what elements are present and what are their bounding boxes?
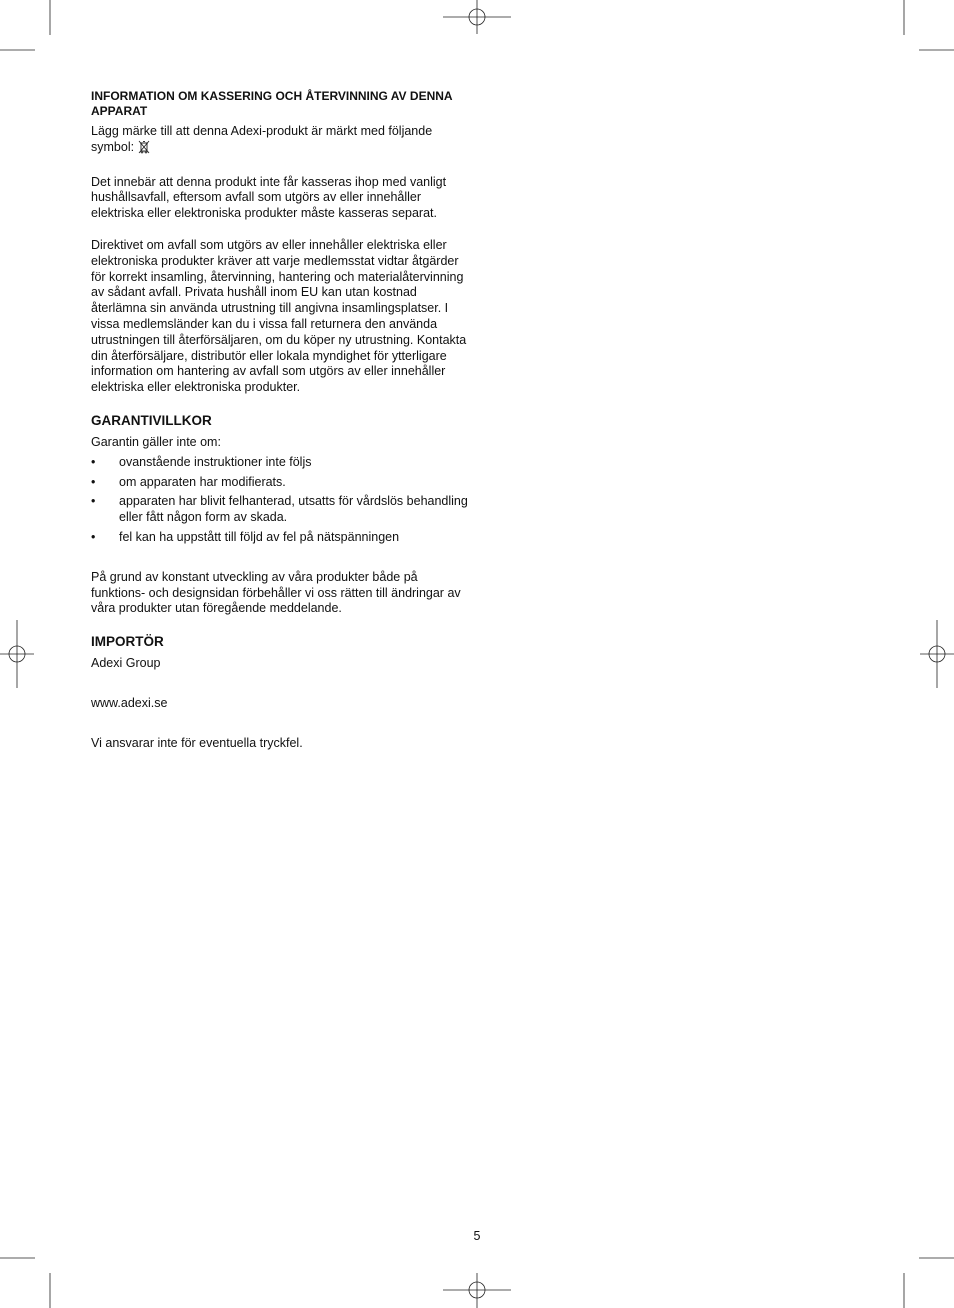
importer-website: www.adexi.se — [91, 695, 168, 710]
warranty-intro: Garantin gäller inte om: — [91, 434, 221, 449]
disposal-intro — [91, 124, 471, 159]
bullet: • — [91, 454, 96, 469]
bullet: • — [91, 474, 96, 489]
list-item-text: apparaten har blivit felhanterad, utsatts för vårdslös behandling eller fått någon form av skada. — [119, 494, 468, 525]
importer-name: Adexi Group — [91, 656, 161, 671]
list-item-text: fel kan ha uppstått till följd av fel på nätspänningen — [119, 529, 400, 544]
warranty-section — [91, 412, 471, 617]
disposal-heading: INFORMATION OM KASSERING OCH ÅTERVINNING AV DENNA APPARAT — [91, 89, 453, 118]
main-column — [91, 89, 471, 752]
bullet: • — [91, 529, 96, 544]
crossed-out-wheelie-bin-icon — [138, 140, 150, 159]
print-disclaimer: Vi ansvarar inte för eventuella tryckfel. — [91, 735, 303, 750]
list-item — [91, 455, 471, 471]
list-item-text: om apparaten har modifierats. — [119, 474, 286, 489]
warranty-note: På grund av konstant utveckling av våra produkter både på funktions- och designsidan förbehåller vi oss rätten till ändringar av våra produkter utan föregående meddelande. — [91, 569, 461, 616]
list-item — [91, 475, 471, 491]
warranty-heading: GARANTIVILLKOR — [91, 412, 212, 428]
list-item — [91, 494, 471, 526]
disposal-section — [91, 89, 471, 396]
page-number: 5 — [473, 1229, 481, 1243]
importer-section — [91, 633, 471, 751]
disposal-intro-text: Lägg märke till att denna Adexi-produkt är märkt med följande symbol: — [91, 124, 433, 154]
list-item-text: ovanstående instruktioner inte följs — [119, 454, 312, 469]
disposal-para-1: Det innebär att denna produkt inte får kasseras ihop med vanligt hushållsavfall, eftersom avfall som utgörs av eller innehåller elektriska eller elektroniska produkter måste kasseras separat. — [91, 174, 447, 221]
warranty-list — [91, 455, 471, 546]
list-item — [91, 530, 471, 546]
bullet: • — [91, 494, 96, 509]
disposal-para-2: Direktivet om avfall som utgörs av eller innehåller elektriska eller elektroniska produkter kräver att varje medlemsstat vidtar åtgärder för korrekt insamling, återvinning, hantering och materialåtervinning av sådant avfall. Privata hushåll inom EU kan utan kostnad återlämna sin använda utrustning till angivna insamlingsplatser. I vissa medlemsländer kan du i vissa fall returnera den använda utrustningen till återförsäljaren, om du köper ny utrustning. Kontakta din återförsäljare, distributör eller lokala myndighet för ytterligare information om hantering av avfall som utgörs av eller innehåller elektriska eller elektroniska produkter. — [91, 237, 467, 395]
importer-heading: IMPORTÖR — [91, 634, 164, 650]
